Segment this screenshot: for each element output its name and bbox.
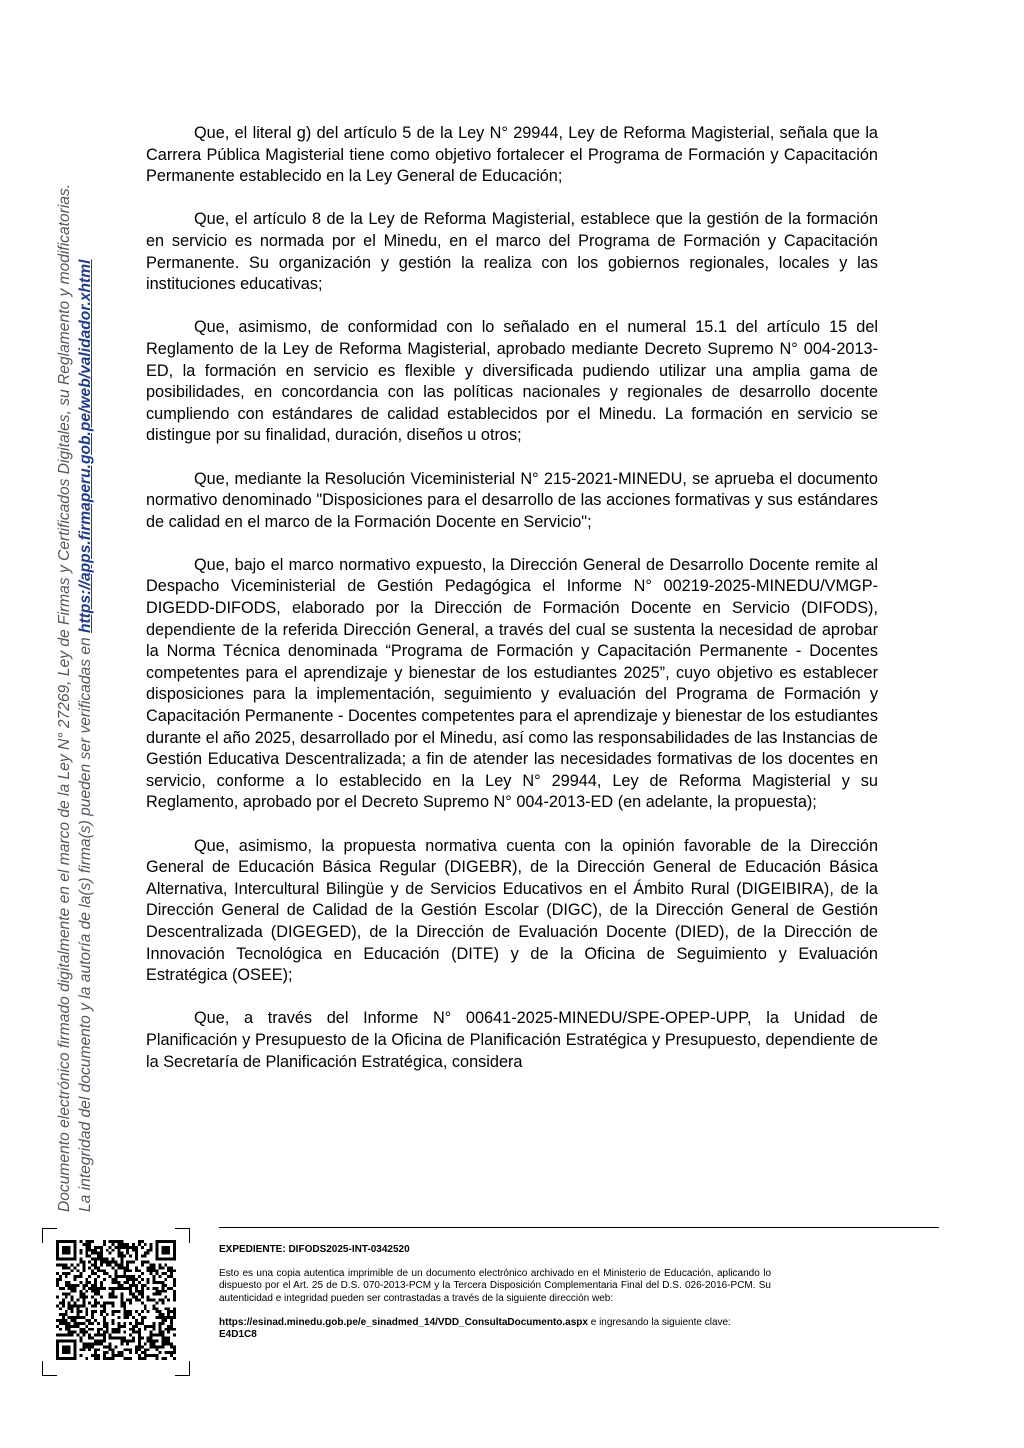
- verification-text: e ingresando la siguiente clave:: [587, 1316, 731, 1328]
- paragraph: Que, asimismo, de conformidad con lo señalado en el numeral 15.1 del artículo 15 del Reglamento de la Ley de Reforma Magisterial, aprobado mediante Decreto Supremo N° 004-2013-ED, la formación en servicio es flexible y diversificada pudiendo utilizar una amplia gama de posibilidades, en concordancia con las políticas nacionales y regionales de desarrollo docente cumpliendo con estándares de calidad establecidos por el Minedu. La formación en servicio se distingue por su finalidad, duración, diseños u otros;: [146, 318, 878, 445]
- paragraph: Que, asimismo, la propuesta normativa cuenta con la opinión favorable de la Dirección General de Educación Básica Regular (DIGEBR), de la Dirección General de Educación Básica Alternativa, Intercultural Bilingüe y de Servicios Educativos en el Ámbito Rural (DIGEIBIRA), de la Dirección General de Calidad de la Gestión Escolar (DIGC), de la Dirección General de Gestión Descentralizada (DIGEGED), de la Dirección de Evaluación Docente (DIED), de la Dirección de Innovación Tecnológica en Educación (DITE) y de la Oficina de Seguimiento y Evaluación Estratégica (OSEE);: [146, 836, 878, 985]
- qr-code-frame: [42, 1228, 190, 1376]
- frame-corner: [175, 1228, 190, 1243]
- paragraph: Que, el artículo 8 de la Ley de Reforma Magisterial, establece que la gestión de la formación en servicio es normada por el Minedu, en el marco del Programa de Formación y Capacitación Permanente. Su organización y gestión la realiza con los gobiernos regionales, locales y las instituciones educativas;: [146, 210, 878, 294]
- verification-key: E4D1C8: [219, 1329, 257, 1341]
- footer-info: [219, 1244, 771, 1341]
- paragraph: Que, bajo el marco normativo expuesto, la Dirección General de Desarrollo Docente remite al Despacho Viceministerial de Gestión Pedagógica el Informe N° 00219-2025-MINEDU/VMGP-DIGEDD-DIFODS, elaborado por la Dirección de Formación Docente en Servicio (DIFODS), dependiente de la referida Dirección General, a través del cual se sustenta la necesidad de aprobar la Norma Técnica denominada “Programa de Formación y Capacitación Permanente - Docentes competentes para el aprendizaje y bienestar de los estudiantes 2025”, cuyo objetivo es establecer disposiciones para la implementación, seguimiento y evaluación del Programa de Formación y Capacitación Permanente - Docentes competentes para el aprendizaje y bienestar de los estudiantes durante el año 2025, desarrollado por el Minedu, así como las responsabilidades de las Instancias de Gestión Educativa Descentralizada; a fin de atender las necesidades formativas de los docentes en servicio, conforme a lo establecido en la Ley N° 29944, Ley de Reforma Magisterial y su Reglamento, aprobado por el Decreto Supremo N° 004-2013-ED (en adelante, la propuesta);: [146, 555, 878, 812]
- frame-corner: [42, 1361, 57, 1376]
- signature-note-line-2-text: La integridad del documento y la autoría de la(s) firma(s) pueden ser verificadas en: [77, 632, 94, 1212]
- expediente-number: EXPEDIENTE: DIFODS2025-INT-0342520: [219, 1244, 410, 1255]
- paragraph: Que, mediante la Resolución Viceministerial N° 215-2021-MINEDU, se aprueba el documento normativo denominado "Disposiciones para el desarrollo de las acciones formativas y sus estándares de calidad en el marco de la Formación Docente en Servicio";: [146, 469, 878, 531]
- authenticity-notice: Esto es una copia autentica imprimible de un documento electrónico archivado en el Ministerio de Educación, aplicando lo dispuesto por el Art. 25 de D.S. 070-2013-PCM y la Tercera Disposición Complementaria Final del D.S. 026-2016-PCM. Su autenticidad e integridad pueden ser contrastadas a través de la siguiente dirección web:: [219, 1268, 771, 1304]
- digital-signature-note: [54, 72, 96, 1212]
- paragraph: Que, a través del Informe N° 00641-2025-MINEDU/SPE-OPEP-UPP, la Unidad de Planificación y Presupuesto de la Oficina de Planificación Estratégica y Presupuesto, dependiente de la Secretaría de Planificación Estratégica, considera: [146, 1009, 878, 1071]
- verification-line: [219, 1317, 771, 1341]
- signature-note-line-1: Documento electrónico firmado digitalmente en el marco de la Ley N° 27269, Ley de Firmas y Certificados Digitales, su Reglamento y modificatorias.: [56, 183, 73, 1212]
- document-body: [146, 123, 878, 1095]
- frame-corner: [175, 1361, 190, 1376]
- qr-code-icon: [56, 1240, 176, 1360]
- signature-note-line-2: [75, 72, 96, 1212]
- paragraph: Que, el literal g) del artículo 5 de la Ley N° 29944, Ley de Reforma Magisterial, señala que la Carrera Pública Magisterial tiene como objetivo fortalecer el Programa de Formación y Capacitación Permanente establecido en la Ley General de Educación;: [146, 124, 878, 186]
- frame-corner: [42, 1228, 57, 1243]
- validator-link[interactable]: https://apps.firmaperu.gob.pe/web/validador.xhtml: [77, 259, 94, 633]
- verification-url-link[interactable]: https://esinad.minedu.gob.pe/e_sinadmed_14/VDD_ConsultaDocumento.aspx: [219, 1316, 588, 1328]
- footer-divider: [219, 1227, 939, 1228]
